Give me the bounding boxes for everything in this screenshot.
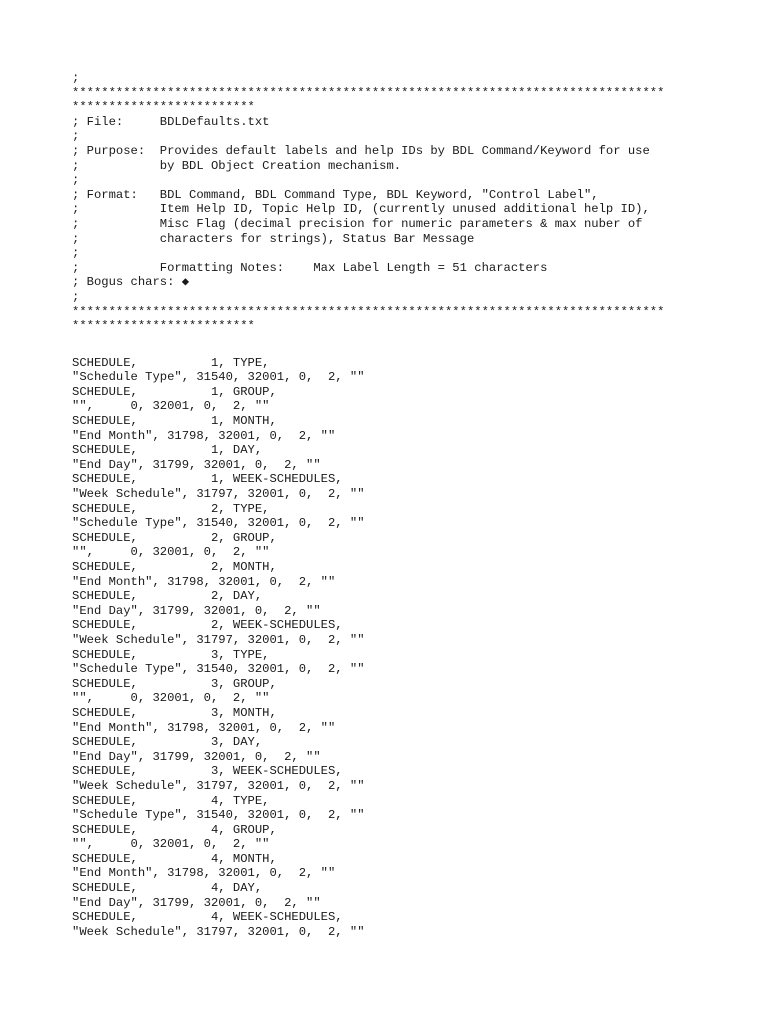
header-line: ; Bogus chars: ◆ (72, 275, 190, 290)
header-line: ; (72, 289, 80, 304)
record-line: "End Day", 31799, 32001, 0, 2, "" (72, 457, 321, 472)
record-line: "", 0, 32001, 0, 2, "" (72, 691, 270, 706)
header-line: ; Purpose: Provides default labels and help IDs by BDL Command/Keyword for use (72, 143, 650, 158)
record-line: SCHEDULE, 1, WEEK-SCHEDULES, (72, 472, 343, 487)
record-line: SCHEDULE, 3, DAY, (72, 735, 263, 750)
record-line: SCHEDULE, 3, MONTH, (72, 705, 277, 720)
record-line: "Week Schedule", 31797, 32001, 0, 2, "" (72, 487, 365, 502)
record-line: "Week Schedule", 31797, 32001, 0, 2, "" (72, 632, 365, 647)
record-line: SCHEDULE, 4, TYPE, (72, 793, 270, 808)
record-line: "End Day", 31799, 32001, 0, 2, "" (72, 895, 321, 910)
record-line: SCHEDULE, 2, DAY, (72, 589, 263, 604)
record-line: "Schedule Type", 31540, 32001, 0, 2, "" (72, 516, 365, 531)
record-line: "Schedule Type", 31540, 32001, 0, 2, "" (72, 808, 365, 823)
record-line: SCHEDULE, 2, MONTH, (72, 560, 277, 574)
record-line: SCHEDULE, 4, WEEK-SCHEDULES, (72, 910, 343, 925)
record-line: SCHEDULE, 2, TYPE, (72, 501, 270, 516)
record-line: "", 0, 32001, 0, 2, "" (72, 399, 270, 414)
record-line: "End Month", 31798, 32001, 0, 2, "" (72, 720, 336, 735)
record-line: SCHEDULE, 4, MONTH, (72, 851, 277, 866)
record-line: "Week Schedule", 31797, 32001, 0, 2, "" (72, 778, 365, 793)
header-line: ; File: BDLDefaults.txt (72, 114, 270, 129)
header-line: ************************* (72, 319, 255, 334)
header-line: ; Item Help ID, Topic Help ID, (currently unused additional help ID), (72, 202, 650, 217)
record-line: "", 0, 32001, 0, 2, "" (72, 837, 270, 852)
record-line: SCHEDULE, 1, GROUP, (72, 384, 277, 399)
header-line: ; (72, 71, 80, 85)
record-line: "Schedule Type", 31540, 32001, 0, 2, "" (72, 370, 365, 385)
blank-gap (72, 334, 664, 356)
header-line: ; (72, 173, 80, 188)
header-line: ; by BDL Object Creation mechanism. (72, 158, 402, 173)
header-line: ********************************************************************************* (72, 304, 665, 319)
record-line: "End Day", 31799, 32001, 0, 2, "" (72, 749, 321, 764)
header-line: ; Misc Flag (decimal precision for numeric parameters & max nuber of (72, 216, 643, 231)
schedule-records-block (72, 356, 664, 940)
header-line: ; Formatting Notes: Max Label Length = 51 characters (72, 260, 548, 275)
document-page (72, 71, 664, 939)
record-line: "Week Schedule", 31797, 32001, 0, 2, "" (72, 924, 365, 939)
record-line: SCHEDULE, 3, GROUP, (72, 676, 277, 691)
header-line: ; characters for strings), Status Bar Message (72, 231, 475, 246)
file-header-comment-block (72, 71, 664, 334)
header-line: ********************************************************************************* (72, 85, 665, 100)
record-line: SCHEDULE, 1, TYPE, (72, 355, 270, 370)
header-line: ; (72, 246, 80, 261)
header-line: ; Format: BDL Command, BDL Command Type, BDL Keyword, "Control Label", (72, 187, 599, 202)
record-line: "End Month", 31798, 32001, 0, 2, "" (72, 574, 336, 589)
record-line: SCHEDULE, 2, GROUP, (72, 530, 277, 545)
record-line: SCHEDULE, 1, MONTH, (72, 414, 277, 429)
record-line: "End Month", 31798, 32001, 0, 2, "" (72, 428, 336, 443)
record-line: "End Month", 31798, 32001, 0, 2, "" (72, 866, 336, 881)
record-line: "Schedule Type", 31540, 32001, 0, 2, "" (72, 662, 365, 677)
record-line: SCHEDULE, 2, WEEK-SCHEDULES, (72, 618, 343, 633)
record-line: SCHEDULE, 4, DAY, (72, 881, 263, 896)
header-line: ; (72, 129, 80, 144)
record-line: SCHEDULE, 1, DAY, (72, 443, 263, 458)
record-line: SCHEDULE, 3, WEEK-SCHEDULES, (72, 764, 343, 779)
record-line: "", 0, 32001, 0, 2, "" (72, 545, 270, 560)
record-line: SCHEDULE, 4, GROUP, (72, 822, 277, 837)
record-line: SCHEDULE, 3, TYPE, (72, 647, 270, 662)
record-line: "End Day", 31799, 32001, 0, 2, "" (72, 603, 321, 618)
header-line: ************************* (72, 100, 255, 115)
